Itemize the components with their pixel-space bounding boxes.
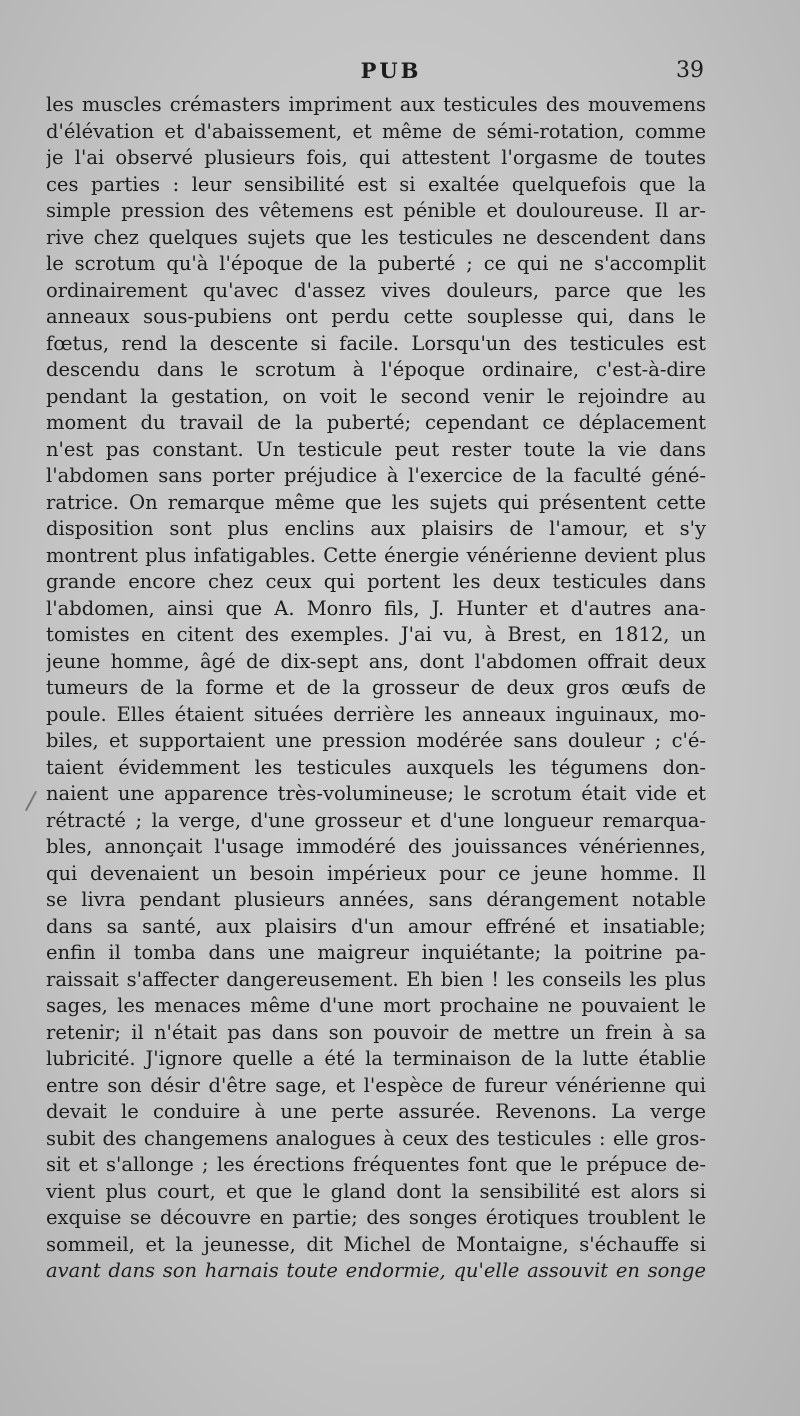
text-line: disposition sont plus enclins aux plaisirs de l'amour, et s'y (46, 517, 706, 540)
text-line: sit et s'allonge ; les érections fréquentes font que le prépuce de- (46, 1153, 706, 1176)
text-line: bles, annonçait l'usage immodéré des jouissances vénériennes, (46, 835, 706, 858)
running-head-title: PUB (360, 58, 422, 83)
text-line: biles, et supportaient une pression modérée sans douleur ; c'é- (46, 729, 706, 752)
text-line: l'abdomen sans porter préjudice à l'exercice de la faculté géné- (46, 464, 706, 487)
text-line: les muscles crémasters impriment aux testicules des mouvemens (46, 93, 706, 116)
text-line: tumeurs de la forme et de la grosseur de deux gros œufs de (46, 676, 706, 699)
text-line: tomistes en citent des exemples. J'ai vu, à Brest, en 1812, un (46, 623, 706, 646)
text-line: devait le conduire à une perte assurée. Revenons. La verge (46, 1100, 706, 1123)
text-line: lubricité. J'ignore quelle a été la terminaison de la lutte établie (46, 1047, 706, 1070)
text-line: descendu dans le scrotum à l'époque ordinaire, c'est-à-dire (46, 358, 706, 381)
text-line: montrent plus infatigables. Cette énergie vénérienne devient plus (46, 543, 706, 567)
text-line: rive chez quelques sujets que les testicules ne descendent dans (46, 225, 706, 249)
text-line: n'est pas constant. Un testicule peut rester toute la vie dans (46, 437, 706, 461)
text-line: le scrotum qu'à l'époque de la puberté ; ce qui ne s'accomplit (46, 252, 706, 275)
text-line: simple pression des vêtemens est pénible et douloureuse. Il ar- (46, 199, 706, 222)
text-line: raissait s'affecter dangereusement. Eh bien ! les conseils les plus (46, 967, 706, 991)
text-line: qui devenaient un besoin impérieux pour ce jeune homme. Il (46, 861, 706, 885)
text-line: anneaux sous-pubiens ont perdu cette souplesse qui, dans le (46, 305, 706, 328)
text-line: sages, les menaces même d'une mort prochaine ne pouvaient le (46, 994, 706, 1017)
text-line: ratrice. On remarque même que les sujets qui présentent cette (46, 490, 706, 514)
text-line: retenir; il n'était pas dans son pouvoir de mettre un frein à sa (46, 1020, 706, 1044)
text-line: fœtus, rend la descente si facile. Lorsqu'un des testicules est (46, 331, 706, 355)
text-line: exquise se découvre en partie; des songes érotiques troublent le (46, 1206, 706, 1229)
text-line: ordinairement qu'avec d'assez vives douleurs, parce que les (46, 278, 706, 302)
text-line: je l'ai observé plusieurs fois, qui attestent l'orgasme de toutes (46, 146, 706, 169)
text-line: subit des changemens analogues à ceux des testicules : elle gros- (46, 1126, 706, 1150)
text-line: enfin il tomba dans une maigreur inquiétante; la poitrine pa- (46, 941, 706, 964)
text-line: taient évidemment les testicules auxquels les tégumens don- (46, 755, 706, 779)
text-line: l'abdomen, ainsi que A. Monro fils, J. Hunter et d'autres ana- (46, 596, 706, 620)
text-line: vient plus court, et que le gland dont la sensibilité est alors si (46, 1179, 706, 1203)
text-line: pendant la gestation, on voit le second venir le rejoindre au (46, 384, 706, 408)
text-line: rétracté ; la verge, d'une grosseur et d'une longueur remarqua- (46, 808, 706, 832)
text-line: sommeil, et la jeunesse, dit Michel de Montaigne, s'échauffe si (46, 1232, 706, 1256)
text-line: entre son désir d'être sage, et l'espèce de fureur vénérienne qui (46, 1073, 706, 1097)
text-line: d'élévation et d'abaissement, et même de sémi-rotation, comme (46, 119, 706, 143)
text-line: ces parties : leur sensibilité est si exaltée quelquefois que la (46, 172, 706, 196)
text-line-italic: avant dans son harnais toute endormie, qu'elle assouvit en songe (46, 1259, 706, 1282)
text-line: se livra pendant plusieurs années, sans dérangement notable (46, 888, 706, 911)
page-number: 39 (676, 58, 704, 83)
text-line: naient une apparence très-volumineuse; le scrotum était vide et (46, 782, 706, 805)
running-head (46, 58, 706, 90)
text-line: dans sa santé, aux plaisirs d'un amour effréné et insatiable; (46, 914, 706, 938)
text-line: moment du travail de la puberté; cependant ce déplacement (46, 411, 706, 434)
text-line: jeune homme, âgé de dix-sept ans, dont l'abdomen offrait deux (46, 649, 706, 673)
text-line: grande encore chez ceux qui portent les deux testicules dans (46, 570, 706, 593)
text-line: poule. Elles étaient situées derrière les anneaux inguinaux, mo- (46, 702, 706, 726)
margin-pen-mark (25, 791, 37, 811)
body-text (46, 92, 706, 1285)
